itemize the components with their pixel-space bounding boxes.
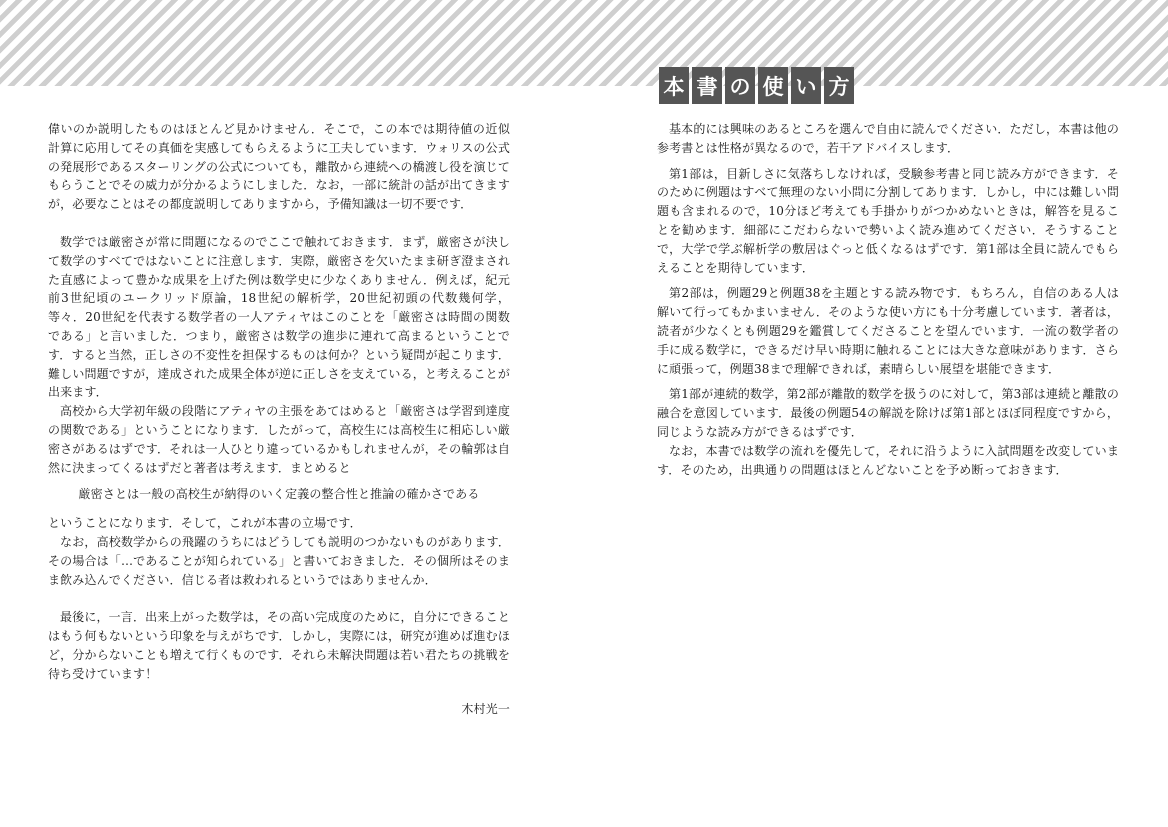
- heading-char-box: い: [791, 67, 821, 104]
- heading-char-box: 書: [692, 67, 722, 104]
- left-paragraph-4: ということになります．そして，これが本書の立場です．: [48, 516, 362, 531]
- left-paragraph-6: 最後に，一言．出来上がった数学は，その高い完成度のために，自分にできることはもう何もないという印象を与えがちです．しかし，実際には，研究が進めば進むほど，分からないことも増えて行くものです．それら未解決問題は若い君たちの挑戦を待ち受けています！: [48, 610, 510, 681]
- author-name: 木村光一: [461, 701, 510, 716]
- right-paragraph-4: 第1部が連続的数学，第2部が離散的数学を扱うのに対して，第3部は連続と離散の融合を意図しています．最後の例題54の解説を除けば第1部とほぼ同程度ですから，同じような読み方ができるはずです．: [657, 387, 1119, 439]
- left-paragraph-2: 数学では厳密さが常に問題になるのでここで触れておきます．まず，厳密さが決して数学のすべてではないことに注意します．実際，厳密さを欠いたまま研ぎ澄まされた直感によって豊かな成果を上げた例は数学史に少なくありません．例えば，紀元前3世紀頃のユークリッド原論，18世紀の解析学，20世紀初頭の代数幾何学，等々．20世紀を代表する数学者の一人アティヤはこのことを「厳密さは時間の関数である」と言いました．つまり，厳密さは数学の進歩に連れて高まるということです．すると当然，正しさの不変性を担保するものは何か？という疑問が起こります．難しい問題ですが，達成された成果全体が逆に正しさを支えている，と考えることが出来ます．: [48, 234, 510, 400]
- heading-char-box: 本: [659, 67, 689, 104]
- right-paragraph-1: 基本的には興味のあるところを選んで自由に読んでください．ただし，本書は他の参考書とは性格が異なるので，若干アドバイスします．: [657, 122, 1119, 155]
- right-paragraph-5: なお，本書では数学の流れを優先して，それに沿うように入試問題を改変しています．そのため，出典通りの問題はほとんどないことを予め断っておきます．: [657, 443, 1119, 477]
- striped-header-band: [0, 0, 1168, 86]
- right-paragraph-2: 第1部は，目新しさに気落ちしなければ，受験参考書と同じ読み方ができます．そのために例題はすべて無理のない小問に分割してあります．しかし，中には難しい問題も含まれるので，10分ほど考えても手掛かりがつかめないときは，解答を見ることを勧めます．細部にこだわらないで勢いよく読み進めてください．そうすることで，大学で学ぶ解析学の敷居はぐっと低くなるはずです．第1部は全員に読んでもらえることを期待しています．: [657, 166, 1119, 275]
- left-paragraph-1: 偉いのか説明したものはほとんど見かけません．そこで，この本では期待値の近似計算に応用してその真価を実感してもらえるように工夫しています．ウォリスの公式の発展形であるスターリングの公式についても，離散から連続への橋渡し役を演じてもらうことでその威力が分かるようにしました．なお，一部に統計の話が出てきますが，必要なことはその都度説明してありますから，予備知識は一切不要です．: [48, 122, 510, 212]
- heading-char-box: 使: [758, 67, 788, 104]
- left-page-text: [48, 120, 510, 718]
- heading-char-box: の: [725, 67, 755, 104]
- left-paragraph-5: なお，高校数学からの飛躍のうちにはどうしても説明のつかないものがあります．その場合は「…であることが知られている」と書いておきました．その個所はそのまま飲み込んでください．信じる者は救われるというではありませんか．: [48, 534, 510, 587]
- section-heading: [659, 67, 854, 104]
- left-centered-statement: 厳密さとは一般の高校生が納得のいく定義の整合性と推論の確かさである: [78, 487, 480, 502]
- paragraph-gap: [48, 589, 510, 608]
- heading-char-box: 方: [824, 67, 854, 104]
- paragraph-gap: [48, 214, 510, 233]
- right-page-text: [657, 120, 1119, 479]
- left-paragraph-3: 高校から大学初年級の段階にアティヤの主張をあてはめると「厳密さは学習到達度の関数である」ということになります．したがって，高校生には高校生に相応しい厳密さがあるはずです．それは一人ひとり違っているかもしれませんが，その輪郭は自然に決まってくるはずだと著者は考えます．まとめると: [48, 404, 510, 475]
- right-paragraph-3: 第2部は，例題29と例題38を主題とする読み物です．もちろん，自信のある人は解いて行ってもかまいません．そのような使い方にも十分考慮しています．著者は，読者が少なくとも例題29を鑑賞してくださることを望んでいます．一流の数学者の手に成る数学に，できるだけ早い時期に触れることには大きな意味があります．さらに頑張って，例題38まで理解できれば，素晴らしい展望を堪能できます．: [657, 286, 1119, 376]
